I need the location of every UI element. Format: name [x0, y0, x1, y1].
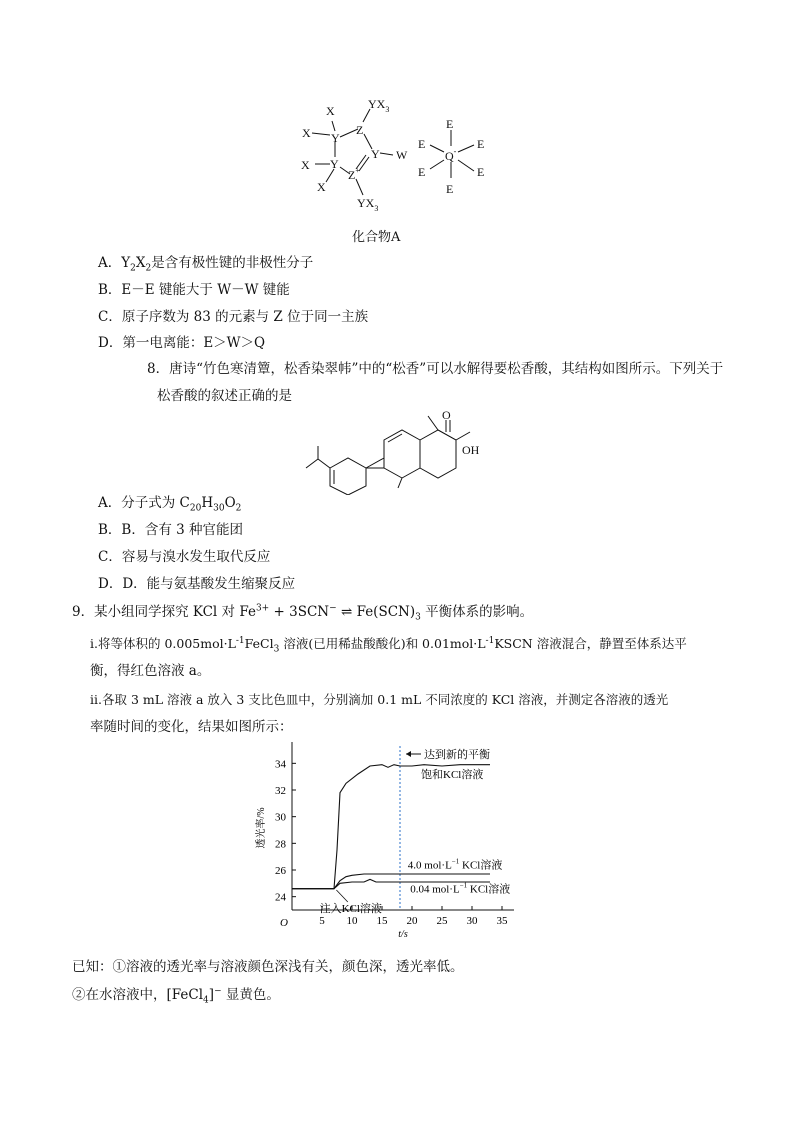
atom-e: E [418, 137, 426, 151]
atom-q-minus: Q- [445, 147, 457, 163]
series-label: 饱和KCl溶液 [421, 769, 484, 781]
inject-arrow [336, 890, 347, 902]
y-tick-label: 28 [275, 838, 286, 851]
atom-e: E [446, 182, 454, 196]
x-tick-label: 25 [436, 915, 448, 927]
inject-annotation: 注入KCl溶液 [319, 903, 382, 915]
x-tick-label: 5 [319, 915, 325, 927]
q7-option-b: B．E－E 键能大于 W－W 键能 [98, 282, 290, 298]
q9-step2-line1: ⅱ.各取 3 mL 溶液 a 放入 3 支比色皿中，分别滴加 0.1 mL 不同浓度的 KCl 溶液，并测定各溶液的透光 [90, 692, 669, 707]
atom-x: X [302, 126, 311, 140]
atom-z: Z [356, 123, 364, 137]
atom-yx3: $YX_3$ [357, 196, 379, 213]
q7-option-d: D．第一电离能：E＞W＞Q [98, 335, 266, 351]
y-tick-label: 32 [275, 785, 286, 797]
x-tick-label: 10 [346, 915, 358, 927]
atom-x: X [326, 104, 335, 118]
atom-x: X [301, 158, 310, 172]
atom-e: E [477, 137, 485, 151]
x-tick-label: 35 [496, 915, 508, 927]
atom-y: Y [330, 157, 339, 171]
atom-y: Y [371, 147, 380, 161]
q7-option-c: C．原子序数为 83 的元素与 Z 位于同一主族 [98, 309, 369, 325]
q8-option-a: A．分子式为 $C_{20}H_{30}O_2$ [98, 495, 242, 514]
series-label: 4.0 $mol\cdot L^{-1}$ KCl溶液 [407, 857, 503, 872]
x-tick-label: 20 [406, 915, 418, 927]
y-tick-label: 34 [275, 758, 286, 771]
q8-stem-line1: 8．唐诗“竹色寒清簟，松香染翠帏”中的“松香”可以水解得要松香酸，其结构如图所示。下列关于 [147, 361, 724, 377]
x-tick-label: 15 [376, 915, 388, 927]
atom-oh: OH [462, 443, 480, 457]
equilibrium-annotation: 达到新的平衡 [424, 749, 490, 761]
q7-option-a: A．$Y_2X_2$是含有极性键的非极性分子 [98, 255, 314, 274]
y-axis-label: 透光率/% [256, 807, 267, 849]
x-tick-label: 30 [466, 915, 478, 927]
q8-option-b: B．B．含有 3 种官能团 [98, 522, 244, 538]
known-line2: ②在水溶液中，[FeCl$_4$]− 显黄色。 [72, 986, 280, 1006]
q9-stem: 9．某小组同学探究 KCl 对 $Fe^{3+} + 3SCN^-$ ⇌ $Fe(SCN)_3$ 平衡体系的影响。 [72, 603, 534, 623]
atom-x: X [317, 180, 326, 194]
q9-step1-line2: 衡，得红色溶液 a。 [90, 663, 211, 679]
atom-o: O [442, 410, 451, 422]
compound-a-caption: 化合物A [352, 230, 401, 245]
transmittance-chart [250, 738, 550, 950]
y-tick-label: 30 [275, 811, 286, 824]
y-tick-label: 24 [275, 891, 286, 904]
q9-step1-line1: ⅰ.将等体积的 $0.005mol\cdot L^{-1}FeCl_3$ 溶液(已用稀盐酸酸化)和 $0.01mol\cdot L^{-1}KSCN$ 溶液混合，静置至体系达平 [90, 635, 687, 655]
q8-option-c: C．容易与溴水发生取代反应 [98, 549, 271, 565]
atom-y: Y [331, 131, 340, 145]
atom-e: E [446, 117, 454, 131]
q8-option-d: D．D．能与氨基酸发生缩聚反应 [98, 576, 296, 592]
known-line1: 已知：①溶液的透光率与溶液颜色深浅有关，颜色深，透光率低。 [72, 959, 464, 975]
x-axis-label: t/s [398, 929, 408, 940]
atom-w: W [396, 148, 408, 162]
atom-e: E [477, 165, 485, 179]
equilibrium-arrow-head [406, 751, 411, 757]
origin-label: O [280, 917, 288, 929]
series-label: 0.04 $mol\cdot L^{-1}$ KCl溶液 [410, 881, 511, 896]
atom-z-plus: Z+ [348, 166, 360, 182]
q9-step2-line2: 率随时间的变化，结果如图所示： [90, 719, 293, 735]
atom-e: E [418, 165, 426, 179]
q8-stem-line2: 松香酸的叙述正确的是 [157, 388, 292, 404]
compound-a-structure [290, 95, 500, 217]
y-tick-label: 26 [275, 865, 286, 877]
abietic-acid-structure [300, 410, 500, 495]
atom-yx3: $YX_3$ [368, 97, 390, 114]
